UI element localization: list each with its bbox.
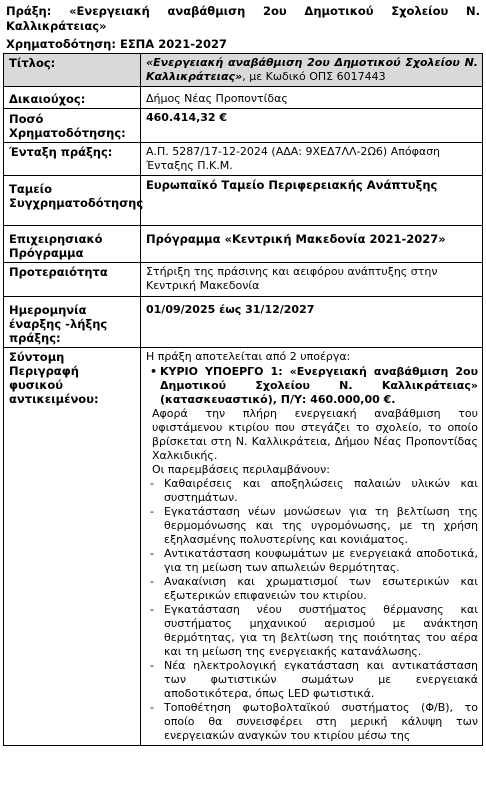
bullet-icon: • xyxy=(150,365,158,378)
row-inclusion xyxy=(4,143,483,176)
amount-value: 460.414,32 € xyxy=(141,109,483,143)
funding-line: Χρηματοδότηση: ΕΣΠΑ 2021-2027 xyxy=(6,37,227,51)
subproject-item xyxy=(150,365,478,407)
title-value xyxy=(141,54,483,87)
dash-icon: - xyxy=(150,547,154,560)
list-item: - Εγκατάσταση νέου συστήματος θέρμανσης και συστήματος μηχανικού αερισμού με ανάκτηση θερμότητας, για τη βελτίωση της ποιότητας του αέρα και τη μείωση της ενεργειακής κατανάλωσης. xyxy=(150,603,478,658)
beneficiary-label: Δικαιούχος: xyxy=(4,87,141,109)
dash-icon: - xyxy=(150,477,154,490)
subproject-text: ΚΥΡΙΟ ΥΠΟΕΡΓΟ 1: «Ενεργειακή αναβάθμιση 2ου Δημοτικού Σχολείου Ν. Καλλικράτειας» (κατασκευαστικό), Π/Υ: 460.000,00 €. xyxy=(160,365,478,406)
dash-icon: - xyxy=(150,659,154,672)
row-priority xyxy=(4,263,483,297)
inclusion-value: Α.Π. 5287/17-12-2024 (ΑΔΑ: 9ΧΕΔ7ΛΛ-2Ω6) Απόφαση Ένταξης Π.Κ.Μ. xyxy=(141,143,483,176)
priority-label: Προτεραιότητα xyxy=(4,263,141,297)
inclusion-label: Ένταξη πράξης: xyxy=(4,143,141,176)
description-paragraph: Αφορά την πλήρη ενεργειακή αναβάθμιση του υφιστάμενου κτιρίου που στεγάζει το σχολείο, το οποίο βρίσκεται στη Ν. Καλλικράτεια, Δήμου Νέας Προποντίδας Χαλκιδικής. xyxy=(152,407,478,462)
dash-icon: - xyxy=(150,701,154,714)
beneficiary-value: Δήμος Νέας Προποντίδας xyxy=(141,87,483,109)
fund-label: Ταμείο Συγχρηματοδότησης xyxy=(4,176,141,226)
program-value: Πρόγραμμα «Κεντρική Μακεδονία 2021-2027» xyxy=(141,226,483,263)
dates-value: 01/09/2025 έως 31/12/2027 xyxy=(141,297,483,348)
list-item: - Τοποθέτηση φωτοβολταϊκού συστήματος (Φ/Β), το οποίο θα συνεισφέρει στη μερική κάλυψη των ενεργειακών αναγκών του κτιρίου μέσω της xyxy=(150,701,478,742)
dates-label: Ημερομηνία έναρξης -λήξης πράξης: xyxy=(4,297,141,348)
title-label: Τίτλος: xyxy=(4,54,141,87)
row-fund xyxy=(4,176,483,226)
document-heading: Πράξη: «Ενεργειακή αναβάθμιση 2ου Δημοτικού Σχολείου Ν. Καλλικράτειας» xyxy=(6,4,480,33)
row-beneficiary xyxy=(4,87,483,109)
list-item: - Εγκατάσταση νέων μονώσεων για τη βελτίωση της θερμομόνωσης και της υγρομόνωσης, με τη χρήση εξηλασμένης πολυστερίνης και κονιάματος. xyxy=(150,505,478,546)
program-label: Επιχειρησιακό Πρόγραμμα xyxy=(4,226,141,263)
list-item: - Νέα ηλεκτρολογική εγκατάσταση και αντικατάσταση των φωτιστικών σωμάτων με ενεργειακά αποδοτικότερα, όπως LED φωτιστικά. xyxy=(150,659,478,700)
dash-icon: - xyxy=(150,603,154,616)
row-title xyxy=(4,54,483,87)
row-amount xyxy=(4,109,483,143)
row-program xyxy=(4,226,483,263)
title-value-bold: «Ενεργειακή αναβάθμιση 2ου Δημοτικού Σχολείου Ν. Καλλικράτειας» xyxy=(146,56,478,83)
interventions-intro: Οι παρεμβάσεις περιλαμβάνουν: xyxy=(152,463,330,476)
row-dates xyxy=(4,297,483,348)
interventions-list xyxy=(146,477,478,743)
description-label: Σύντομη Περιγραφή φυσικού αντικειμένου: xyxy=(4,348,141,746)
dash-icon: - xyxy=(150,575,154,588)
list-item: - Καθαιρέσεις και αποξηλώσεις παλαιών υλικών και συστημάτων. xyxy=(150,477,478,504)
project-info-table xyxy=(3,53,483,746)
row-description xyxy=(4,348,483,746)
fund-value: Ευρωπαϊκό Ταμείο Περιφερειακής Ανάπτυξης xyxy=(141,176,483,226)
priority-value: Στήριξη της πράσινης και αειφόρου ανάπτυξης στην Κεντρική Μακεδονία xyxy=(141,263,483,297)
list-item: - Ανακαίνιση και χρωματισμοί των εσωτερικών και εξωτερικών επιφανειών του κτιρίου. xyxy=(150,575,478,602)
amount-label: Ποσό Χρηματοδότησης: xyxy=(4,109,141,143)
description-intro: Η πράξη αποτελείται από 2 υποέργα: xyxy=(146,350,351,363)
list-item: - Αντικατάσταση κουφωμάτων με ενεργειακά αποδοτικά, για τη μείωση των απωλειών θερμότητας. xyxy=(150,547,478,574)
dash-icon: - xyxy=(150,505,154,518)
description-value xyxy=(141,348,483,746)
title-value-rest: , με Κωδικό ΟΠΣ 6017443 xyxy=(242,70,386,83)
